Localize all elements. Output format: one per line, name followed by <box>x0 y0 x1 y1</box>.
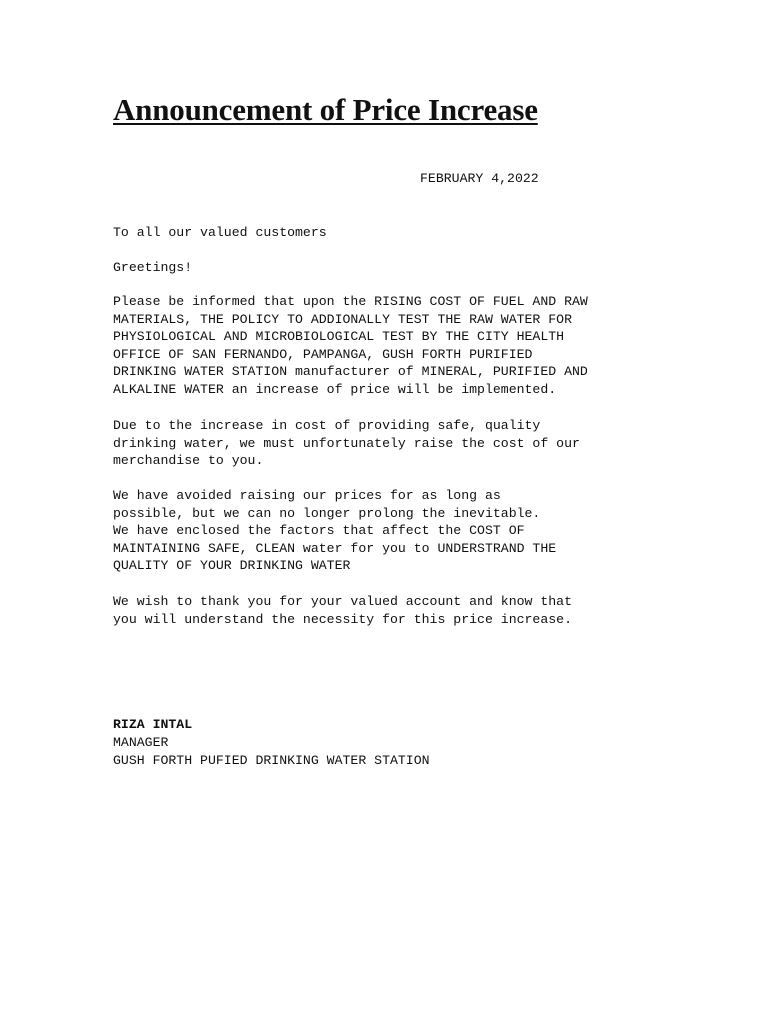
paragraph-price-increase-notice: Please be informed that upon the RISING COST OF FUEL AND RAW MATERIALS, THE POLICY TO ADDIONALLY TEST THE RAW WATER FOR PHYSIOLOGICAL AND MICROBIOLOGICAL TEST BY THE CITY HEALTH OFFICE OF SAN FERNANDO, PAMPANGA, GUSH FORTH PURIFIED DRINKING WATER STATION manufacturer of MINERAL, PURIFIED AND ALKALINE WATER an increase of price will be implemented. <box>113 294 588 397</box>
signature-organization: GUSH FORTH PUFIED DRINKING WATER STATION <box>113 753 430 768</box>
paragraph-avoided-increase: We have avoided raising our prices for as long as possible, but we can no longer prolong the inevitable. We have enclosed the factors that affect the COST OF MAINTAINING SAFE, CLEAN water for you to UNDERSTRAND THE QUALITY OF YOUR DRINKING WATER <box>113 488 557 574</box>
paragraph-thanks: We wish to thank you for your valued account and know that you will understand the necessity for this price increase. <box>113 594 572 627</box>
greeting: Greetings! <box>113 260 193 275</box>
document-title: Announcement of Price Increase <box>113 92 538 127</box>
signature-name: RIZA INTAL <box>113 717 193 732</box>
signature-title: MANAGER <box>113 735 169 750</box>
paragraph-cost-reason: Due to the increase in cost of providing safe, quality drinking water, we must unfortunately raise the cost of our merchandise to you. <box>113 418 580 469</box>
salutation: To all our valued customers <box>113 225 327 240</box>
document-date: FEBRUARY 4,2022 <box>420 171 539 186</box>
